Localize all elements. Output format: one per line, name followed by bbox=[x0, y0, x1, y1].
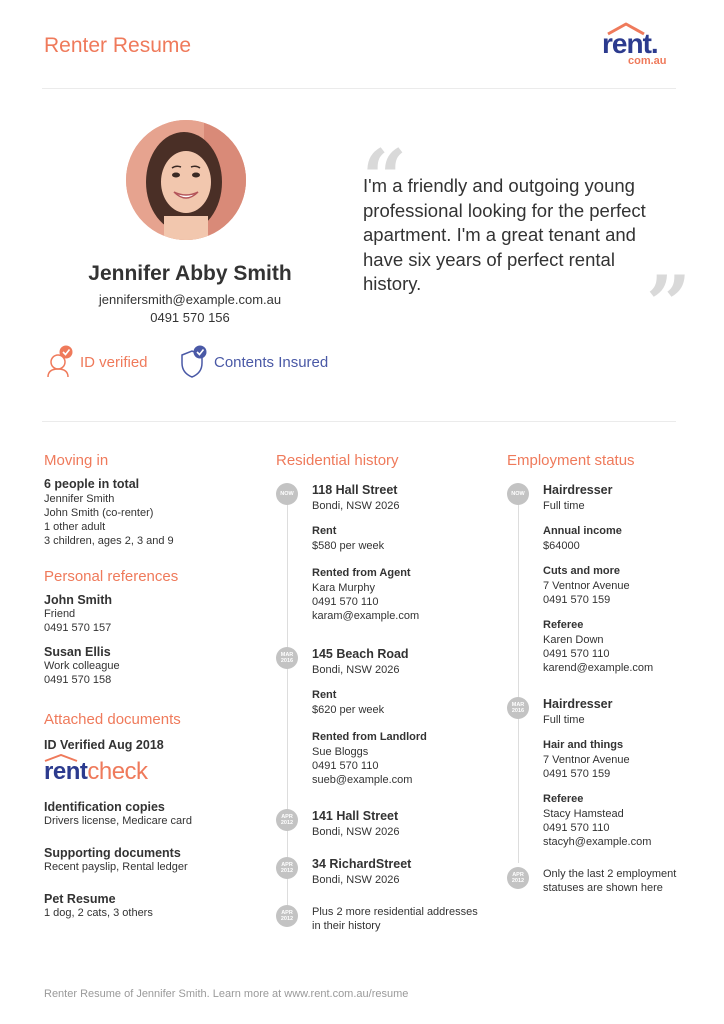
residential-column bbox=[276, 452, 491, 933]
referee-name: Stacy Hamstead bbox=[543, 808, 624, 820]
moving-in-total: 6 people in total bbox=[44, 477, 140, 491]
employer-name: Hair and things bbox=[543, 739, 624, 751]
document-desc: Recent payslip, Rental ledger bbox=[44, 861, 188, 873]
quote-close-icon: ” bbox=[646, 259, 691, 350]
id-verified-badge bbox=[44, 344, 148, 380]
rentcheck-logo bbox=[44, 758, 148, 786]
shield-icon bbox=[178, 345, 208, 379]
income-value: $64000 bbox=[543, 540, 580, 552]
rented-from-label: Rented from Landlord bbox=[312, 731, 427, 743]
employment-item bbox=[507, 867, 697, 895]
contact-phone[interactable]: 0491 570 110 bbox=[312, 760, 379, 772]
employer-phone[interactable]: 0491 570 159 bbox=[543, 768, 611, 780]
residence-address: 145 Beach Road bbox=[312, 647, 409, 661]
residence-item bbox=[276, 483, 491, 623]
residence-item bbox=[276, 647, 491, 787]
referee-email[interactable]: stacyh@example.com bbox=[543, 836, 652, 848]
id-verified-label: ID verified bbox=[80, 353, 148, 371]
document-title[interactable]: Identification copies bbox=[44, 800, 165, 814]
moving-in-line: 1 other adult bbox=[44, 521, 106, 533]
residence-address: 34 RichardStreet bbox=[312, 857, 412, 871]
date-badge: APR 2012 bbox=[276, 857, 298, 879]
logo-subtext: com.au bbox=[628, 55, 667, 67]
employment-note: Only the last 2 employment statuses are shown here bbox=[543, 868, 677, 894]
reference-name: John Smith bbox=[44, 593, 113, 607]
avatar-photo bbox=[126, 120, 246, 240]
renter-phone[interactable]: 0491 570 156 bbox=[150, 310, 230, 325]
document-desc: Drivers license, Medicare card bbox=[44, 815, 192, 827]
residence-item bbox=[276, 905, 491, 933]
job-role: Hairdresser bbox=[543, 697, 613, 711]
references-heading: Personal references bbox=[44, 568, 179, 585]
rented-from-label: Rented from Agent bbox=[312, 567, 411, 579]
job-type: Full time bbox=[543, 500, 585, 512]
referee-label: Referee bbox=[543, 619, 584, 631]
contact-email[interactable]: karam@example.com bbox=[312, 610, 420, 622]
rent-label: Rent bbox=[312, 689, 337, 701]
document-desc: 1 dog, 2 cats, 3 others bbox=[44, 907, 153, 919]
renter-email[interactable]: jennifersmith@example.com.au bbox=[98, 292, 282, 307]
employment-timeline bbox=[507, 483, 697, 895]
residence-suburb: Bondi, NSW 2026 bbox=[312, 664, 400, 676]
moving-in-heading: Moving in bbox=[44, 452, 109, 469]
quote-open-icon: “ bbox=[362, 133, 407, 224]
date-badge: APR 2012 bbox=[276, 809, 298, 831]
referee-label: Referee bbox=[543, 793, 584, 805]
date-badge: MAR 2016 bbox=[276, 647, 298, 669]
employer-name: Cuts and more bbox=[543, 565, 621, 577]
section-divider bbox=[42, 421, 676, 422]
employer-address: 7 Ventnor Avenue bbox=[543, 754, 630, 766]
employer-address: 7 Ventnor Avenue bbox=[543, 580, 630, 592]
job-role: Hairdresser bbox=[543, 483, 613, 497]
date-badge: APR 2012 bbox=[507, 867, 529, 889]
date-badge: NOW bbox=[507, 483, 529, 505]
logo-wordmark: rent. bbox=[602, 28, 658, 59]
rentcheck-roof-icon bbox=[44, 754, 78, 762]
moving-in-line: John Smith (co-renter) bbox=[44, 507, 154, 519]
reference-relation: Work colleague bbox=[44, 660, 120, 672]
date-badge: MAR 2016 bbox=[507, 697, 529, 719]
header-divider bbox=[42, 88, 676, 89]
left-column bbox=[44, 452, 254, 920]
contact-email[interactable]: sueb@example.com bbox=[312, 774, 413, 786]
referee-email[interactable]: karend@example.com bbox=[543, 662, 654, 674]
reference-name: Susan Ellis bbox=[44, 645, 111, 659]
employment-column bbox=[507, 452, 697, 895]
document-title[interactable]: Pet Resume bbox=[44, 892, 116, 906]
rentcheck-rent: rent bbox=[44, 758, 88, 785]
employer-phone[interactable]: 0491 570 159 bbox=[543, 594, 611, 606]
documents-heading: Attached documents bbox=[44, 711, 181, 728]
contact-name: Kara Murphy bbox=[312, 582, 375, 594]
residence-item bbox=[276, 809, 491, 839]
contact-name: Sue Bloggs bbox=[312, 746, 369, 758]
contact-phone[interactable]: 0491 570 110 bbox=[312, 596, 379, 608]
renter-name: Jennifer Abby Smith bbox=[88, 262, 292, 285]
reference-relation: Friend bbox=[44, 608, 76, 620]
rent-value: $580 per week bbox=[312, 540, 385, 552]
date-badge: APR 2012 bbox=[276, 905, 298, 927]
footer-text: Renter Resume of Jennifer Smith. Learn more at www.rent.com.au/resume bbox=[44, 988, 409, 1000]
contents-insured-label: Contents Insured bbox=[214, 353, 329, 371]
moving-in-line: 3 children, ages 2, 3 and 9 bbox=[44, 535, 174, 547]
reference-phone[interactable]: 0491 570 157 bbox=[44, 622, 112, 634]
renter-quote: I'm a friendly and outgoing young professional looking for the perfect apartment. I'm a great tenant and have six years of perfect rental history. bbox=[363, 175, 646, 294]
employment-item bbox=[507, 697, 697, 849]
residential-heading: Residential history bbox=[276, 452, 399, 469]
employment-item bbox=[507, 483, 697, 675]
residence-suburb: Bondi, NSW 2026 bbox=[312, 874, 400, 886]
residence-suburb: Bondi, NSW 2026 bbox=[312, 500, 400, 512]
rentcheck-check: check bbox=[87, 758, 148, 785]
rent-logo[interactable] bbox=[600, 22, 674, 70]
employment-heading: Employment status bbox=[507, 452, 635, 469]
page-title: Renter Resume bbox=[44, 34, 192, 57]
residence-item bbox=[276, 857, 491, 887]
avatar bbox=[126, 120, 246, 240]
residential-timeline bbox=[276, 483, 491, 933]
residence-address: 118 Hall Street bbox=[312, 483, 398, 497]
referee-name: Karen Down bbox=[543, 634, 604, 646]
referee-phone[interactable]: 0491 570 110 bbox=[543, 648, 610, 660]
job-type: Full time bbox=[543, 714, 585, 726]
date-badge: NOW bbox=[276, 483, 298, 505]
residence-suburb: Bondi, NSW 2026 bbox=[312, 826, 400, 838]
residence-note: Plus 2 more residential addresses in their history bbox=[312, 906, 478, 932]
referee-phone[interactable]: 0491 570 110 bbox=[543, 822, 610, 834]
rent-label: Rent bbox=[312, 525, 337, 537]
moving-in-line: Jennifer Smith bbox=[44, 493, 115, 505]
contents-insured-badge bbox=[178, 344, 328, 380]
id-verified-date: ID Verified Aug 2018 bbox=[44, 738, 164, 752]
residence-address: 141 Hall Street bbox=[312, 809, 399, 823]
rent-value: $620 per week bbox=[312, 704, 385, 716]
income-label: Annual income bbox=[543, 525, 622, 537]
id-verified-icon bbox=[44, 345, 74, 379]
document-title[interactable]: Supporting documents bbox=[44, 846, 181, 860]
reference-phone[interactable]: 0491 570 158 bbox=[44, 674, 112, 686]
